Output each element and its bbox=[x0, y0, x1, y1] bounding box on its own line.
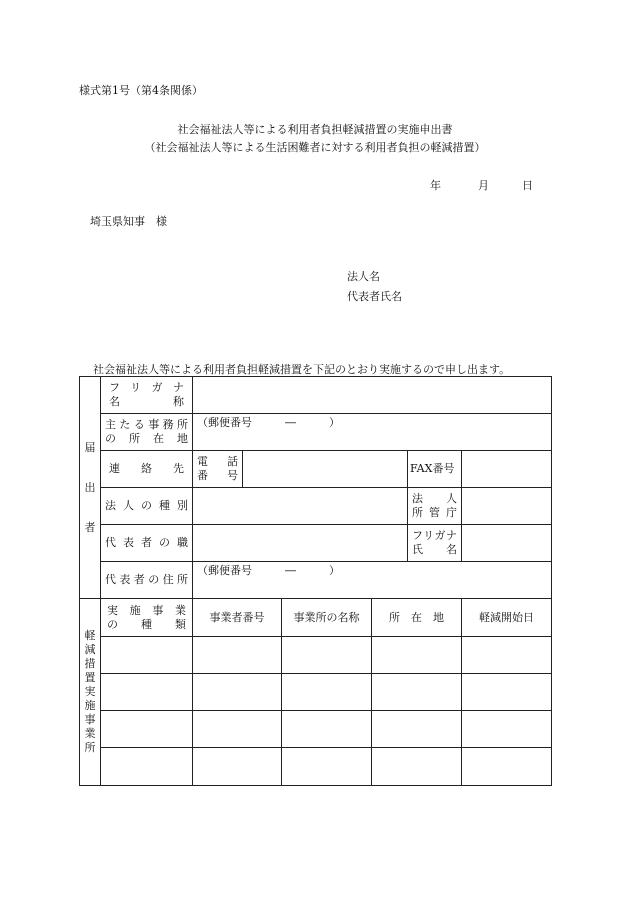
corp-name-label: 法人名 bbox=[347, 270, 380, 283]
row-office-address bbox=[80, 414, 552, 451]
section-facility-label: 軽 減 措 置 実 施 事 業 所 bbox=[80, 599, 101, 786]
form-subtitle: （社会福祉法人等による生活困難者に対する利用者負担の軽減措置） bbox=[144, 141, 486, 154]
rep-name-label-table: 氏名 bbox=[412, 543, 457, 557]
facility-row bbox=[80, 747, 552, 785]
postal-code-label: （郵便番号 ― ） bbox=[197, 416, 340, 430]
contact-label: 連絡先 bbox=[109, 462, 184, 476]
row-corp-type bbox=[80, 488, 552, 525]
facility-row bbox=[80, 673, 552, 710]
facility-row bbox=[80, 636, 552, 673]
name-label: 名称 bbox=[109, 395, 184, 409]
start-date-header: 軽減開始日 bbox=[462, 599, 552, 636]
rep-title-label: 代表者の職 bbox=[105, 536, 188, 550]
rep-title-field[interactable] bbox=[193, 525, 408, 562]
agency-label: 法人 bbox=[412, 492, 457, 506]
name-field[interactable] bbox=[193, 377, 552, 414]
business-type-sub-label: の種類 bbox=[107, 617, 186, 631]
date-year: 年 bbox=[430, 179, 441, 192]
rep-address-label: 代表者の住所 bbox=[105, 573, 188, 587]
rep-name-field[interactable] bbox=[462, 525, 552, 562]
form-number: 様式第1号（第4条関係） bbox=[79, 84, 203, 97]
agency-sub-label: 所管庁 bbox=[412, 506, 457, 520]
application-form-table bbox=[79, 376, 552, 786]
business-type-label: 実施事業 bbox=[107, 603, 186, 617]
corp-type-label: 法人の種別 bbox=[105, 499, 188, 513]
facility-location-header: 所 在 地 bbox=[372, 599, 462, 636]
fax-field[interactable] bbox=[462, 451, 552, 488]
rep-postal-code-label: （郵便番号 ― ） bbox=[197, 564, 340, 578]
rep-address-field[interactable] bbox=[193, 562, 552, 599]
row-facility-header bbox=[80, 599, 552, 636]
section-applicant-label: 届 出 者 bbox=[80, 377, 101, 599]
furigana-label: フリガナ bbox=[109, 381, 184, 395]
rep-name-label: 代表者氏名 bbox=[347, 290, 402, 303]
office-label: 主たる事務所 bbox=[105, 418, 188, 432]
phone-field[interactable] bbox=[243, 451, 408, 488]
agency-field[interactable] bbox=[462, 488, 552, 525]
phone-label: 電話 bbox=[197, 455, 238, 469]
row-contact bbox=[80, 451, 552, 488]
addressee: 埼玉県知事 様 bbox=[90, 215, 167, 228]
row-furigana-name bbox=[80, 377, 552, 414]
office-address-label: の所在地 bbox=[105, 432, 188, 446]
statement: 社会福祉法人等による利用者負担軽減措置を下記のとおり実施するので申し出ます。 bbox=[93, 363, 511, 376]
fax-label: FAX番号 bbox=[408, 451, 462, 488]
row-rep-address bbox=[80, 562, 552, 599]
row-rep-title bbox=[80, 525, 552, 562]
facility-row bbox=[80, 710, 552, 747]
form-title: 社会福祉法人等による利用者負担軽減措置の実施申出書 bbox=[177, 123, 453, 136]
phone-number-label: 番号 bbox=[197, 469, 238, 483]
office-address-field[interactable] bbox=[193, 414, 552, 451]
corp-type-field[interactable] bbox=[193, 488, 408, 525]
facility-name-header: 事業所の名称 bbox=[282, 599, 372, 636]
date-day: 日 bbox=[522, 179, 533, 192]
business-number-header: 事業者番号 bbox=[193, 599, 282, 636]
date-month: 月 bbox=[478, 179, 489, 192]
rep-furigana-label: フリガナ bbox=[412, 529, 457, 543]
